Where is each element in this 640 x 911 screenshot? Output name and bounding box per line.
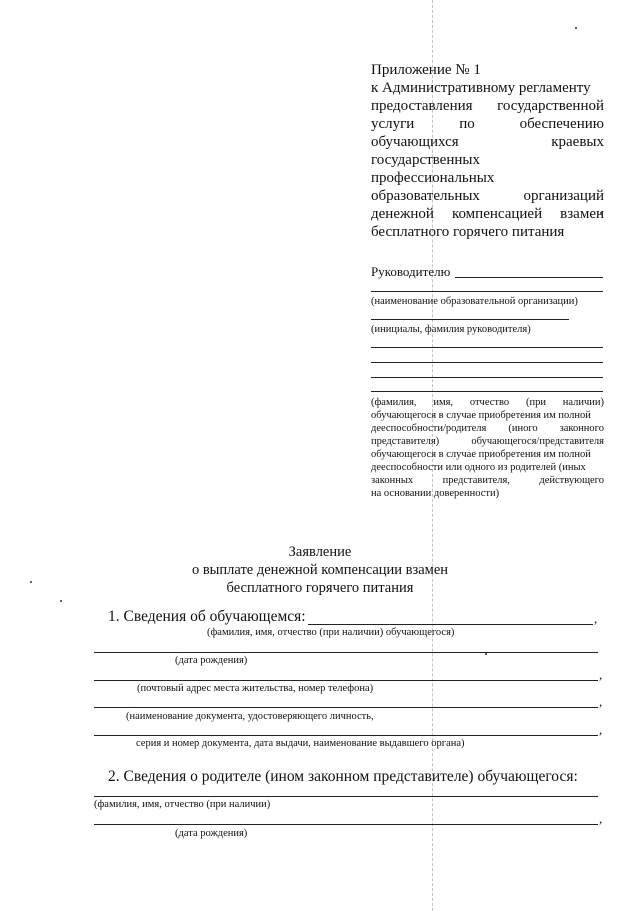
scan-speck	[575, 27, 577, 29]
appendix-line: профессиональных	[371, 170, 495, 186]
head-initials-line[interactable]	[371, 319, 569, 320]
appendix-line: к Административному регламенту	[371, 80, 591, 96]
section2-heading: 2. Сведения о родителе (ином законном представителе) обучающегося:	[108, 768, 578, 785]
appendix-line: услуги по обеспечению	[371, 116, 604, 132]
comma: ,	[594, 611, 598, 626]
student-dob-caption: (дата рождения)	[175, 655, 248, 666]
comma: ,	[599, 667, 603, 682]
student-dob-line[interactable]	[94, 652, 598, 653]
appendix-line: предоставления государственной	[371, 98, 604, 114]
student-document-details-line[interactable]	[94, 735, 598, 736]
comma: ,	[599, 811, 603, 826]
student-name-line[interactable]	[308, 624, 593, 625]
caption-line: на основании доверенности)	[371, 488, 500, 499]
applicant-line[interactable]	[371, 347, 603, 348]
appendix-title: Приложение № 1	[371, 62, 481, 78]
statement-subtitle: бесплатного горячего питания	[226, 580, 414, 596]
appendix-line: бесплатного горячего питания	[371, 224, 565, 240]
student-address-caption: (почтовый адрес места жительства, номер телефона)	[137, 683, 374, 694]
parent-name-caption: (фамилия, имя, отчество (при наличии)	[94, 799, 271, 810]
head-name-line[interactable]	[455, 277, 603, 278]
applicant-line[interactable]	[371, 377, 603, 378]
section1-heading: 1. Сведения об обучающемся:	[108, 608, 306, 625]
scan-speck	[60, 600, 62, 602]
appendix-line: денежной компенсацией взамен	[371, 206, 604, 222]
org-caption: (наименование образовательной организации)	[371, 296, 578, 307]
caption-line: законных представителя, действующего	[371, 475, 604, 486]
scan-speck	[485, 653, 487, 655]
appendix-line: обучающихся краевых	[371, 134, 604, 150]
caption-line: (фамилия, имя, отчество (при наличии)	[371, 397, 604, 408]
statement-subtitle: о выплате денежной компенсации взамен	[191, 562, 449, 578]
statement-title: Заявление	[288, 544, 352, 560]
caption-line: обучающегося в случае приобретения им полной	[371, 449, 591, 460]
caption-line: представителя) обучающегося/представителя	[371, 436, 604, 447]
org-name-line[interactable]	[371, 291, 603, 292]
head-label: Руководителю	[371, 264, 451, 279]
parent-dob-line[interactable]	[94, 824, 598, 825]
caption-line: дееспособности или одного из родителей (иных	[371, 462, 586, 473]
student-document-line[interactable]	[94, 707, 598, 708]
appendix-line: образовательных организаций	[371, 188, 604, 204]
appendix-line: государственных	[371, 152, 480, 168]
student-address-line[interactable]	[94, 680, 598, 681]
applicant-line[interactable]	[371, 362, 603, 363]
student-document-caption: (наименование документа, удостоверяющего личность,	[126, 711, 374, 722]
caption-line: обучающегося в случае приобретения им полной	[371, 410, 591, 421]
parent-dob-caption: (дата рождения)	[175, 828, 248, 839]
parent-name-line[interactable]	[94, 796, 598, 797]
student-document-details-caption: серия и номер документа, дата выдачи, наименование выдавшего органа)	[136, 738, 465, 749]
student-name-caption: (фамилия, имя, отчество (при наличии) обучающегося)	[207, 627, 455, 638]
head-caption: (инициалы, фамилия руководителя)	[371, 324, 531, 335]
caption-line: дееспособности/родителя (иного законного	[371, 423, 604, 434]
comma: ,	[599, 694, 603, 709]
applicant-line[interactable]	[371, 391, 603, 392]
comma: ,	[599, 722, 603, 737]
